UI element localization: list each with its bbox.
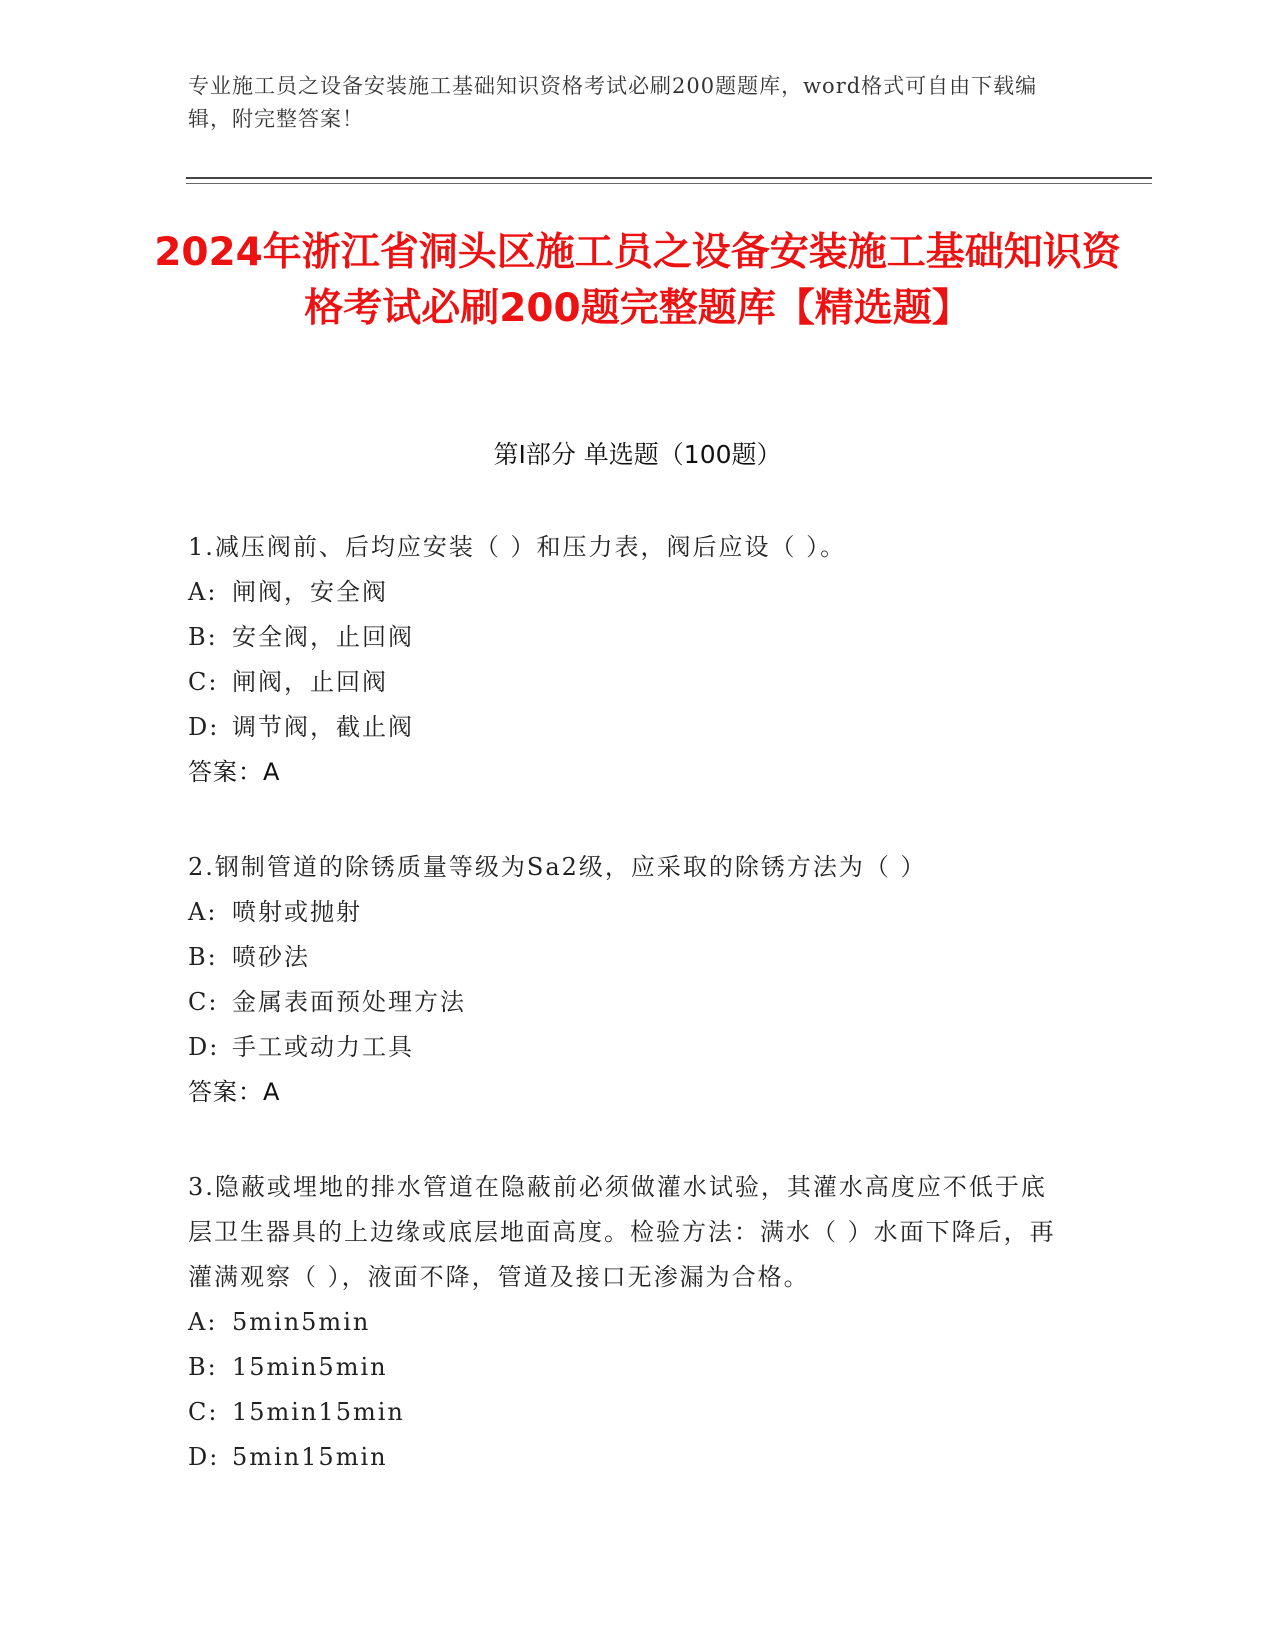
option-text: 金属表面预处理方法	[232, 988, 466, 1016]
option-b	[188, 935, 1068, 980]
header-rule-thick	[186, 177, 1152, 179]
option-text: 闸阀，安全阀	[232, 578, 388, 606]
option-letter: B:	[188, 623, 218, 651]
option-letter: C:	[188, 988, 219, 1016]
option-d	[188, 705, 1068, 750]
question-stem: 3.隐蔽或埋地的排水管道在隐蔽前必须做灌水试验，其灌水高度应不低于底层卫生器具的上边缘或底层地面高度。检验方法：满水（ ）水面下降后，再灌满观察（ ），液面不降，管道及接口无渗漏为合格。	[188, 1173, 1056, 1291]
option-text: 喷射或抛射	[232, 898, 362, 926]
option-letter: B:	[188, 943, 218, 971]
option-text: 5min5min	[232, 1308, 371, 1336]
option-d	[188, 1435, 1068, 1480]
option-text: 手工或动力工具	[232, 1033, 414, 1061]
option-a	[188, 890, 1068, 935]
question-1	[188, 525, 1068, 795]
option-a	[188, 1300, 1068, 1345]
answer-line	[188, 1070, 1068, 1115]
header-rule-thin	[186, 183, 1152, 184]
option-c	[188, 1390, 1068, 1435]
option-text: 喷砂法	[232, 943, 310, 971]
option-c	[188, 980, 1068, 1025]
answer-value: A	[263, 758, 281, 786]
question-stem: 2.钢制管道的除锈质量等级为Sa2级，应采取的除锈方法为（ ）	[188, 853, 927, 881]
answer-line	[188, 750, 1068, 795]
option-letter: A:	[188, 898, 218, 926]
option-d	[188, 1025, 1068, 1070]
document-title: 2024年浙江省洞头区施工员之设备安装施工基础知识资格考试必刷200题完整题库【精选题】	[154, 230, 1121, 331]
option-letter: A:	[188, 578, 218, 606]
option-letter: D:	[188, 1033, 220, 1061]
option-letter: D:	[188, 1443, 220, 1471]
question-3	[188, 1165, 1068, 1480]
header-note: 专业施工员之设备安装施工基础知识资格考试必刷200题题库，word格式可自由下载编辑，附完整答案！	[188, 74, 1038, 131]
question-list	[188, 525, 1068, 1530]
question-stem: 1.减压阀前、后均应安装（ ）和压力表，阀后应设（ ）。	[188, 533, 847, 561]
option-b	[188, 615, 1068, 660]
option-text: 安全阀，止回阀	[232, 623, 414, 651]
question-2	[188, 845, 1068, 1115]
option-letter: A:	[188, 1308, 218, 1336]
section-heading: 第Ⅰ部分 单选题（100题）	[493, 440, 782, 469]
option-text: 5min15min	[232, 1443, 388, 1471]
option-text: 闸阀，止回阀	[232, 668, 388, 696]
option-b	[188, 1345, 1068, 1390]
option-a	[188, 570, 1068, 615]
option-c	[188, 660, 1068, 705]
option-letter: C:	[188, 1398, 219, 1426]
option-text: 调节阀，截止阀	[232, 713, 414, 741]
option-text: 15min15min	[232, 1398, 405, 1426]
answer-value: A	[263, 1078, 281, 1106]
option-letter: D:	[188, 713, 220, 741]
option-text: 15min5min	[232, 1353, 388, 1381]
option-letter: C:	[188, 668, 219, 696]
answer-prefix: 答案：	[188, 1078, 263, 1106]
option-letter: B:	[188, 1353, 218, 1381]
answer-prefix: 答案：	[188, 758, 263, 786]
